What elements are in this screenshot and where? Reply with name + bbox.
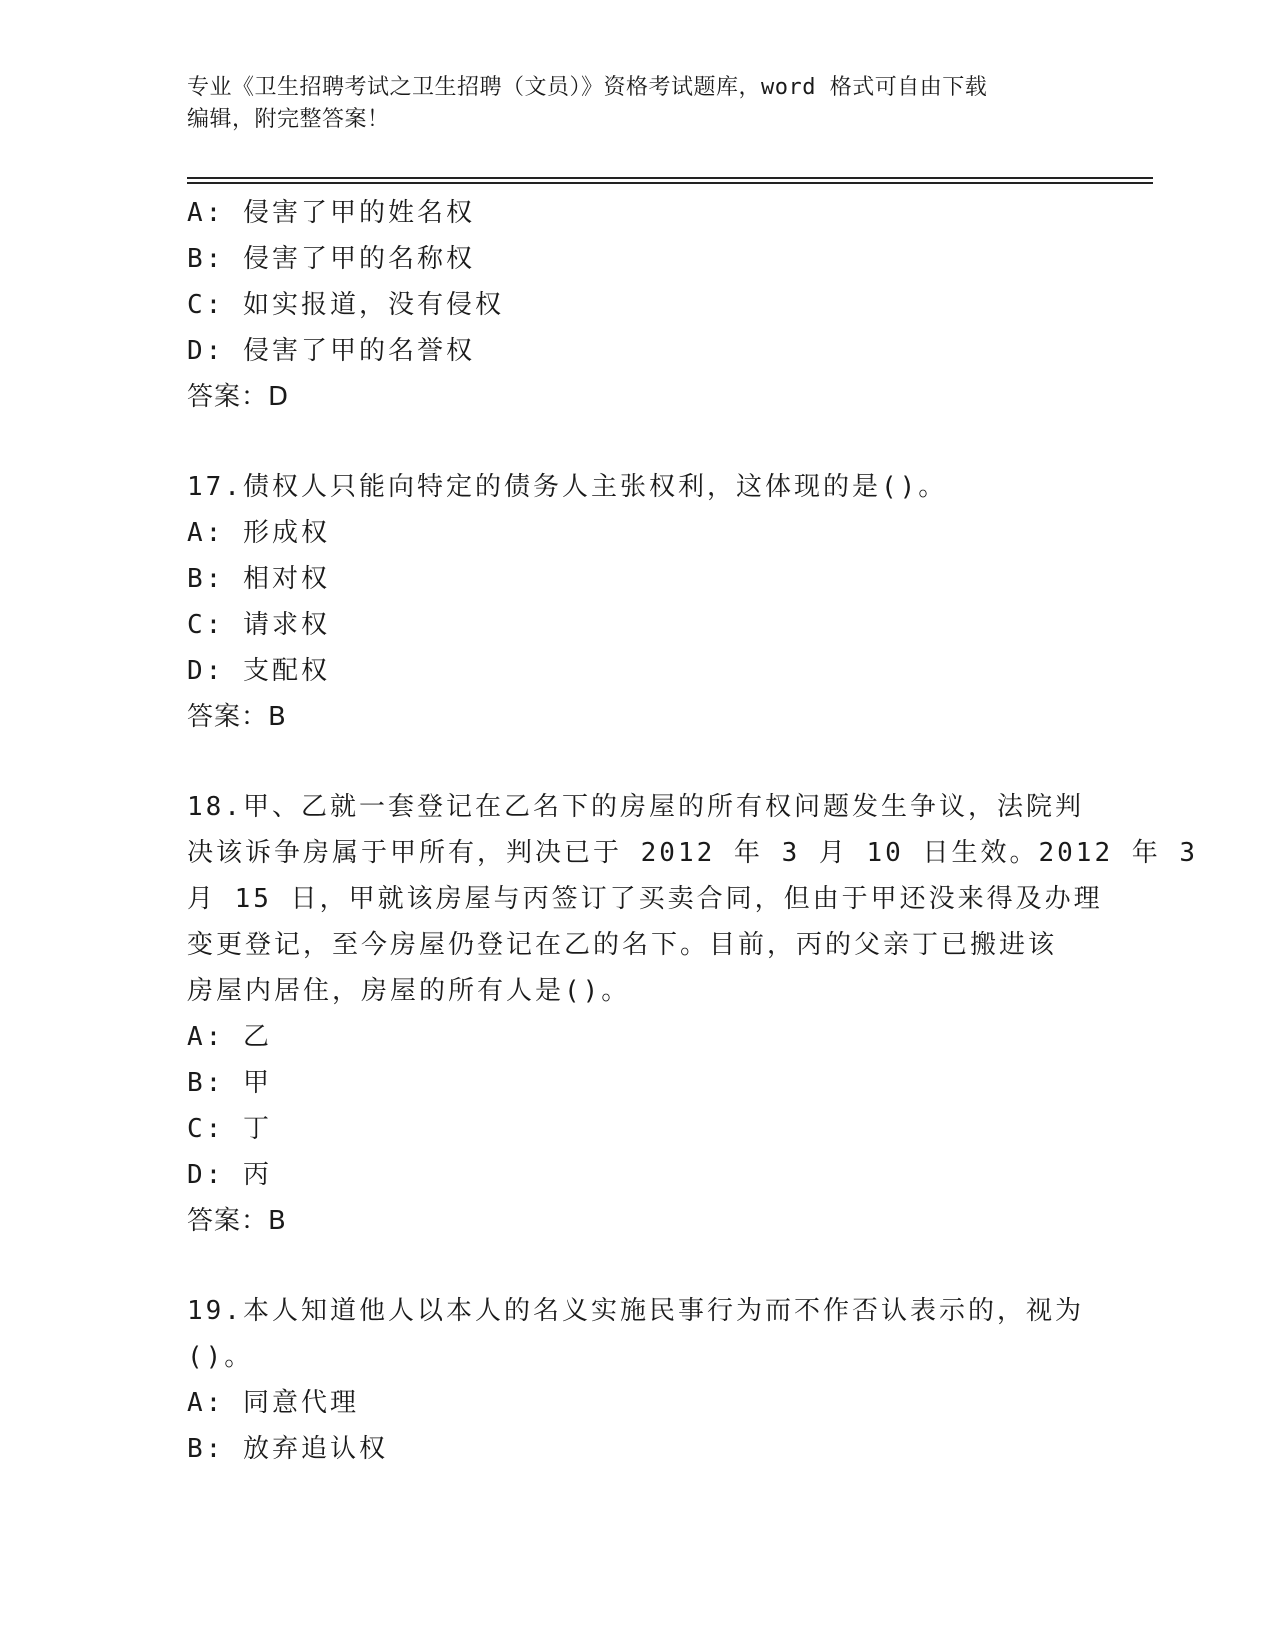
question-text-line: 17.债权人只能向特定的债务人主张权利，这体现的是()。: [187, 472, 948, 502]
spacer: [187, 1244, 1087, 1288]
question-18: [187, 784, 1199, 1244]
question-text: [187, 464, 1067, 510]
option-d: D: 侵害了甲的名誉权: [187, 336, 475, 366]
question-text: [187, 1288, 1084, 1380]
option-c: C: 请求权: [187, 610, 330, 640]
header-rule-top: [187, 177, 1153, 179]
question-17: [187, 464, 1087, 740]
option-b: B: 侵害了甲的名称权: [187, 244, 475, 274]
option-c: C: 如实报道，没有侵权: [187, 290, 504, 320]
option-d: D: 支配权: [187, 656, 330, 686]
header-line-2: 编辑，附完整答案！: [187, 107, 390, 132]
spacer: [187, 740, 1087, 784]
question-19: [187, 1288, 1087, 1472]
header-line-1: 专业《卫生招聘考试之卫生招聘（文员）》资格考试题库，word 格式可自由下载: [187, 75, 988, 100]
option-a: A: 形成权: [187, 518, 330, 548]
option-b: B: 相对权: [187, 564, 330, 594]
question-16: [187, 190, 1087, 420]
question-text-line: 房屋内居住，房屋的所有人是()。: [187, 976, 631, 1006]
answer: 答案：D: [187, 382, 290, 412]
option-a: A: 同意代理: [187, 1388, 359, 1418]
question-text-line: 18.甲、乙就一套登记在乙名下的房屋的所有权问题发生争议，法院判: [187, 792, 1084, 822]
option-b: B: 放弃追认权: [187, 1434, 388, 1464]
answer: 答案：B: [187, 1206, 287, 1236]
option-c: C: 丁: [187, 1114, 272, 1144]
question-list: [187, 190, 1199, 1472]
option-a: A: 侵害了甲的姓名权: [187, 198, 475, 228]
question-text-line: 决该诉争房属于甲所有，判决已于 2012 年 3 月 10 日生效。2012 年 3: [187, 838, 1199, 868]
document-header: [187, 72, 1067, 136]
option-b: B: 甲: [187, 1068, 272, 1098]
question-text: [187, 784, 1199, 1014]
option-a: A: 乙: [187, 1022, 272, 1052]
option-d: D: 丙: [187, 1160, 272, 1190]
header-rule-bottom: [187, 182, 1153, 184]
question-text-line: 月 15 日，甲就该房屋与丙签订了买卖合同，但由于甲还没来得及办理: [187, 884, 1103, 914]
question-text-line: 变更登记，至今房屋仍登记在乙的名下。目前，丙的父亲丁已搬进该: [187, 930, 1058, 960]
question-text-line: ()。: [187, 1342, 254, 1372]
spacer: [187, 420, 1087, 464]
question-text-line: 19.本人知道他人以本人的名义实施民事行为而不作否认表示的，视为: [187, 1296, 1084, 1326]
answer: 答案：B: [187, 702, 287, 732]
